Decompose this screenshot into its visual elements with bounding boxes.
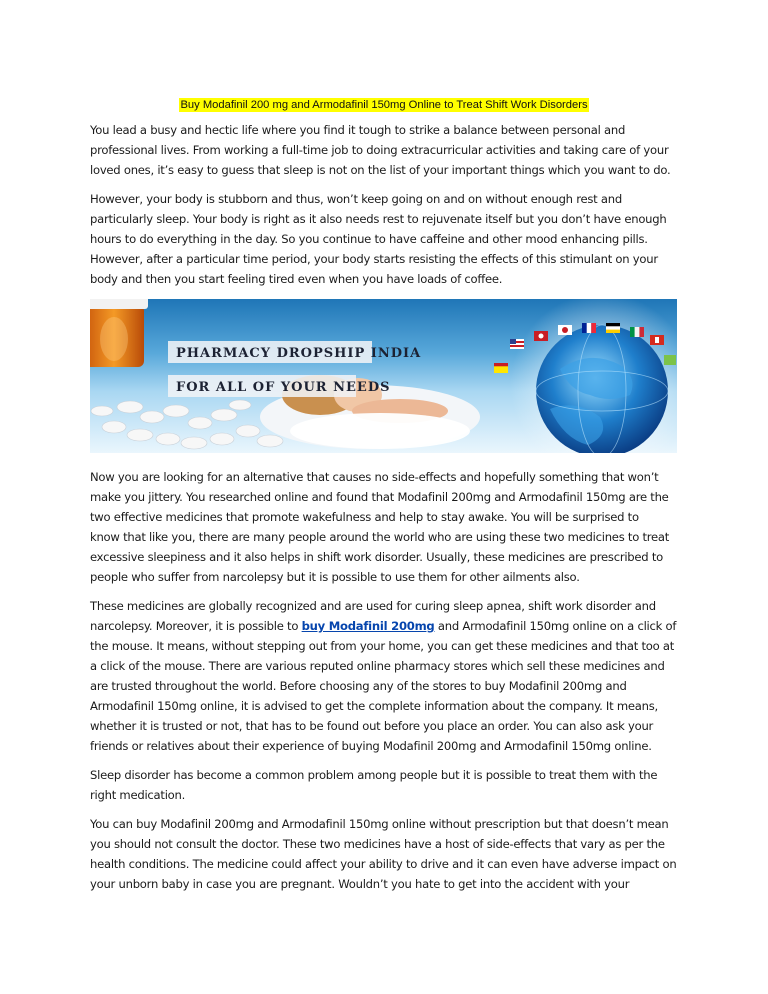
text-line: However, your body is stubborn and thus, won’t keep going on and on without enough rest and	[90, 192, 622, 206]
text-line: Sleep disorder has become a common problem among people but it is possible to treat them with the	[90, 768, 658, 782]
text-line: However, after a particular time period, your body starts resisting the effects of this stimulant on your	[90, 252, 658, 266]
title-container	[0, 93, 768, 112]
globe-icon	[510, 299, 677, 453]
text-line: you should not consult the doctor. These two medicines have a host of side-effects that vary as per the	[90, 837, 665, 851]
text-line: professional lives. From working a full-time job to doing extracurricular activities and taking care of your	[90, 143, 669, 157]
text-line: hours to do everything in the day. So you continue to have caffeine and other mood enhancing pills.	[90, 232, 648, 246]
text-section-top	[90, 120, 682, 298]
buy-modafinil-link[interactable]: buy Modafinil 200mg	[301, 619, 435, 633]
paragraph-3	[90, 467, 682, 587]
paragraph-2	[90, 189, 682, 289]
banner-tagline: FOR ALL OF YOUR NEEDS	[176, 380, 391, 395]
text-line: You lead a busy and hectic life where you find it tough to strike a balance between personal and	[90, 123, 626, 137]
text-section-bottom	[90, 467, 682, 903]
text-line: body and then you start feeling tired even when you have loads of coffee.	[90, 272, 503, 286]
paragraph-4	[90, 596, 682, 756]
text-segment: narcolepsy. Moreover, it is possible to	[90, 619, 302, 633]
document-title: Buy Modafinil 200 mg and Armodafinil 150mg Online to Treat Shift Work Disorders	[180, 99, 588, 111]
banner-text-plaques	[168, 341, 421, 397]
text-line: friends or relatives about their experience of buying Modafinil 200mg and Armodafinil 150mg online.	[90, 739, 652, 753]
text-line: particularly sleep. Your body is right as it also needs rest to rejuvenate itself but you don’t have enough	[90, 212, 667, 226]
text-line: two effective medicines that promote wakefulness and help to stay awake. You will be surprised to	[90, 510, 639, 524]
text-line: Now you are looking for an alternative that causes no side-effects and hopefully something that won’t	[90, 470, 659, 484]
pharmacy-banner-image	[90, 299, 677, 453]
text-line-with-link	[90, 616, 682, 636]
banner-headline: PHARMACY DROPSHIP INDIA	[176, 346, 422, 361]
text-line: Armodafinil 150mg online, it is advised to get the complete information about the company. It means,	[90, 699, 658, 713]
paragraph-5	[90, 765, 682, 805]
text-line: right medication.	[90, 788, 186, 802]
text-line: loved ones, it’s easy to guess that sleep is not on the list of your important things which you want to do.	[90, 163, 671, 177]
text-line: make you jittery. You researched online and found that Modafinil 200mg and Armodafinil 150mg are the	[90, 490, 669, 504]
text-segment: and Armodafinil 150mg online on a click of	[434, 619, 677, 633]
banner-illustration	[90, 299, 677, 453]
text-line: These medicines are globally recognized and are used for curing sleep apnea, shift work disorder and	[90, 599, 656, 613]
pills-icon	[91, 400, 283, 449]
text-line: You can buy Modafinil 200mg and Armodafinil 150mg online without prescription but that doesn’t mean	[90, 817, 669, 831]
text-line: whether it is trusted or not, that has to be found out before you place an order. You can also ask your	[90, 719, 654, 733]
text-line: are trusted throughout the world. Before choosing any of the stores to buy Modafinil 200mg and	[90, 679, 627, 693]
text-line: people who suffer from narcolepsy but it is possible to use them for other ailments also.	[90, 570, 580, 584]
text-line: your unborn baby in case you are pregnant. Wouldn’t you hate to get into the accident with your	[90, 877, 630, 891]
text-line: the mouse. It means, without stepping out from your home, you can get these medicines and that too at	[90, 639, 675, 653]
text-line: a click of the mouse. There are various reputed online pharmacy stores which sell these medicines and	[90, 659, 665, 673]
text-line: excessive sleepiness and it also helps in shift work disorder. Usually, these medicines are prescribed to	[90, 550, 663, 564]
pill-bottle-icon	[90, 299, 148, 367]
paragraph-1	[90, 120, 682, 180]
text-line: health conditions. The medicine could affect your ability to drive and it can even have adverse impact on	[90, 857, 677, 871]
paragraph-6	[90, 814, 682, 894]
text-line: know that like you, there are many people around the world who are using these two medicines to treat	[90, 530, 670, 544]
